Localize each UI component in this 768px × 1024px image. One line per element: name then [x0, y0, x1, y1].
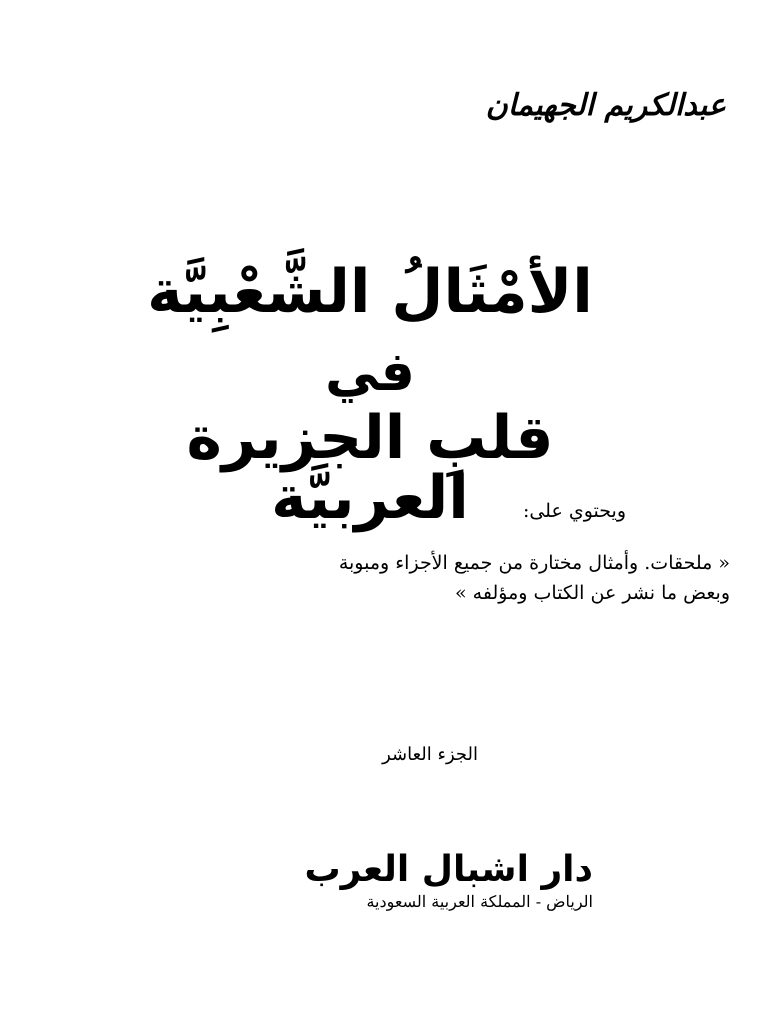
contents-label: ويحتوي على:: [522, 500, 626, 522]
publisher-name: دار اشبال العرب: [304, 849, 593, 890]
book-title-line-3: قلبِ الجزيرة العربيَّة: [186, 403, 554, 533]
publisher-place: الرياض - المملكة العربية السعودية: [366, 892, 593, 911]
contents-description: [30, 548, 730, 608]
contents-line-1: « ملحقات. وأمثال مختارة من جميع الأجزاء ومبوبة: [338, 552, 730, 574]
book-title-line-1: الأمْثَالُ الشَّعْبِيَّة: [147, 257, 593, 327]
contents-line-2: وبعض ما نشر عن الكتاب ومؤلفه »: [455, 582, 730, 604]
volume-label: الجزء العاشر: [382, 744, 478, 765]
book-title-line-2: في: [325, 340, 415, 403]
author-name: عبدالكريم الجهيمان: [485, 88, 726, 123]
